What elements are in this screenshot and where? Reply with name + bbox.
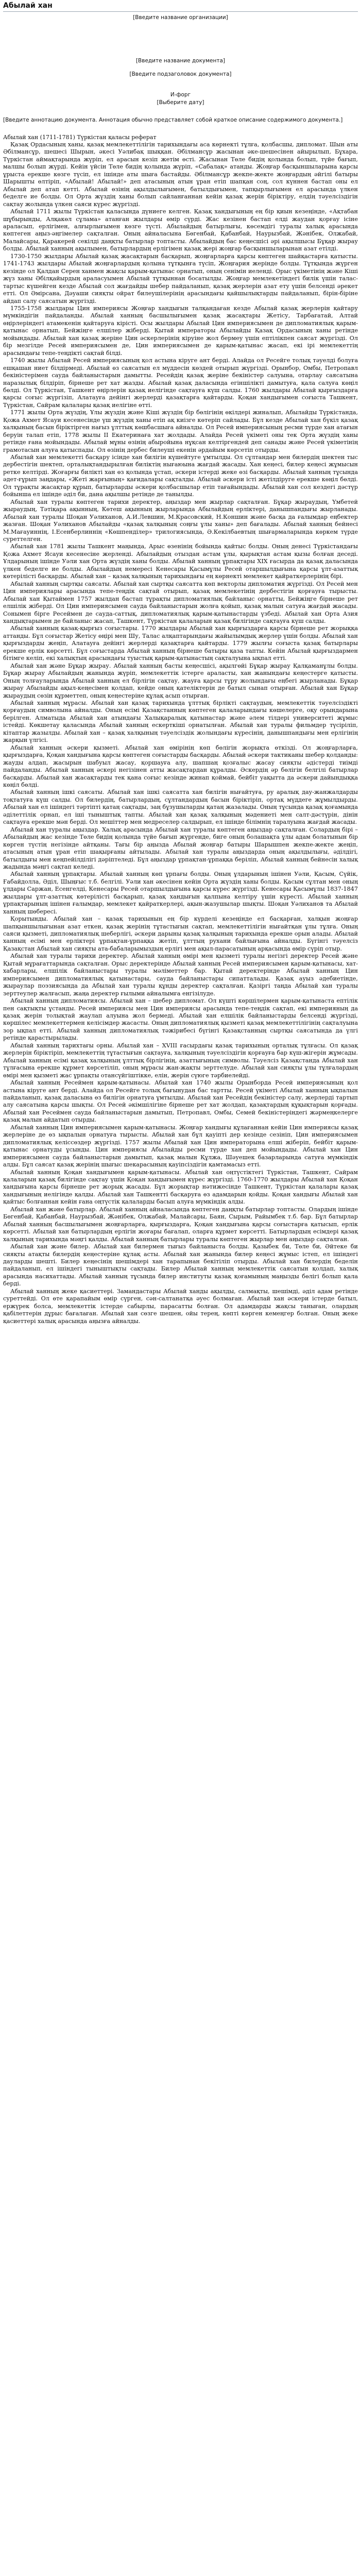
body-paragraph: Абылай ханның жеке қасиеттері. Замандастары Абылай ханды ақылды, салмақты, шешімді, әділ адам ретінде суреттейді. Ол өте қарапайым өмір сүрген, сән-салтанатқа әуес болмаған. Абылай хан әскери істерде батыл, ержүрек болса, мемлекеттік істерде сабырлы, парасатты болған. Ол адамдарды жақсы таныған, олардың қабілеттерін дұрыс бағалаған. Абылай хан сөзге шешен, ойы терең, көпті көрген кемеңгер болған. Оның жеке қасиеттері халық арасында аңызға айналды. bbox=[3, 1287, 358, 1325]
body-paragraph: Абылай ханның дипломатиясы. Абылай хан – шебер дипломат. Ол күшті көршілермен қарым-қатынаста ептілік пен сақтықты ұстанды. Ресей империясы мен Цин империясы арасында тепе-теңдік сақтап, екі империяның да қазақ жерін толықтай жаулап алуына жол бермеді. Абылай хан елшілік байланыстарды белсенді жүргізді, көршілес мемлекеттермен келісімдер жасасты. Оның дипломатиялық қызметі қазақ мемлекеттілігінің сақталуына зор ықпал етті. Абылай ханның дипломатиялық тәжірибесі бүгінгі Қазақстанның сыртқы саясатында да үлгі ретінде қарастырылады. bbox=[3, 997, 358, 1042]
body-paragraph: Абылай хан туралы тарихи деректер. Абылай ханның өмірі мен қызметі туралы негізгі деректер Ресей және Қытай мұрағаттарында сақталған. Орыс деректерінде Абылай ханның Ресей империясымен қарым-қатынасы, хат-хабарлары, елшілік байланыстары туралы мәліметтер бар. Қытай деректерінде Абылай ханның Цин империясымен дипломатиялық қатынастары, сауда байланыстары сипатталады. Қазақ ауыз әдебиетінде, жыраулар поэзиясында да Абылай хан туралы құнды деректер сақталған. Қазіргі таңда Абылай хан туралы зерттеулер жалғасып, жаңа деректер ғылыми айналымға енгізілуде. bbox=[3, 953, 358, 997]
body-paragraph: Абылай хан және билер. Абылай хан билермен тығыз байланыста болды. Қазыбек би, Төле би, Әйтеке би сияқты атақты билердің кеңестеріне құлақ асты. Абылай хан жанында билер кеңесі жұмыс істеп, ел ішіндегі дауларды шешті. Билер кеңесінің шешімдері хан тарапынан бекітіліп отырды. Абылай хан билердің беделін пайдаланып, ел ішіндегі тыныштықты сақтады. Билер Абылай ханның мемлекеттік саясатын қолдап, халық арасында насихаттады. Абылай ханның тұсында билер институты қазақ қоғамының маңызды бөлігі болып қала берді. bbox=[3, 1243, 358, 1287]
document-subtitle-placeholder[interactable]: [Введите подзаголовок документа] bbox=[129, 71, 232, 77]
body-paragraph: Қорытынды. Абылай хан – қазақ тарихының ең бір күрделі кезеңінде ел басқарған, халқын жоңғар шапқыншылығынан азат еткен, қазақ жерінің тұтастығын сақтап, мемлекеттілігін нығайтқан ұлы тұлға. Оның саяси қызметі, дипломатиялық шеберлігі, әскери дарыны қазақ халқының тарихында ерекше орын алады. Абылай ханның есімі мен ерліктері ұрпақтан-ұрпаққа жетіп, ұлттың рухани байлығына айналды. Бүгінгі тәуелсіз Қазақстан Абылай хан сияқты ата-бабаларымыздың ерлігі мен ақыл-парасатының арқасында өмір сүріп отыр. bbox=[3, 916, 358, 952]
body-paragraph: Абылай ханның сыртқы саясаты. Абылай хан сыртқы саясатта көп векторлы дипломатия жүргізді. Ол Ресей мен Цин империялары арасында тепе-теңдік сақтай отырып, қазақ мемлекетінің дербестігін қорғауға тырысты. Абылай хан Қытаймен 1757 жылдан бастап тұрақты дипломатиялық байланыс орнатты, Бейжіңге бірнеше рет елшілік жіберді. Ол Цин империясымен сауда байланыстарын жолға қойып, қазақ малын сатуға жағдай жасады. Сонымен бірге Ресеймен де сауда-саттық, дипломатиялық қарым-қатынастарды үзбеді. Абылай хан Орта Азия хандықтарымен де байланыс жасап, Ташкент, Түркістан қалаларын қазақ билігінде сақтауға күш салды. bbox=[3, 580, 358, 624]
body-paragraph: Абылай ханның қазақ-қырғыз соғыстары. 1770 жылдары Абылай хан қырғыздарға қарсы бірнеше рет жорыққа аттанды. Бұл соғыстар Жетісу өңірі мен Шу, Талас алқаптарындағы жайылымдық жерлер үшін болды. Абылай хан қырғыздарды жеңіп, Алатауға дейінгі жерлерді қазақтарға қайтарды. 1779 жылғы соғыста қазақ батырлары ерекше ерлік көрсетті. Бұл соғыстарда Абылай ханның бірнеше батыры қаза тапты. Кейін Абылай қырғыздармен бітімге келіп, екі халықтың арасындағы туыстық қарым-қатынастың сақталуына ықпал етті. bbox=[3, 625, 358, 662]
body-paragraph: 1740 жылы Абылай Ресей империясының қол астына кіруге ант берді. Алайда ол Ресейге толық тәуелді болуға ешқашан ниет білдірмеді. Абылай өз саясатын ел мүддесін көздей отырып жүргізді. Орынбор, Омбы, Петропавл бекіністерімен сауда байланыстарын дамытты. Ресейдің қазақ жеріне бекіністер салуына, отарлау саясатына наразылық білдіріп, бірнеше рет хат жазды. Абылай қазақ даласында егіншілікті дамытуға, қала салуға көңіл бөлді. Ол Түркістан, Ташкент өңірлерін қазақ иелігінде сақтауға күш салды. 1760 жылдары Абылай қырғыздарға қарсы соғыс жүргізіп, Алатауға дейінгі жерлерді қазақтарға қайтарды. Қоқан хандығымен соғыста Ташкент, Түркістан, Сайрам қалалары қазақ иелігіне өтті. bbox=[3, 357, 358, 409]
document-page bbox=[0, 1, 361, 2576]
body-paragraph: Абылай хан және Бұқар жырау. Абылай ханның басты кеңесшісі, ақылгөйі Бұқар жырау Қалқаманұлы болды. Бұқар жырау Абылайдың жанында жүріп, мемлекеттік істерге араласты, хан жанындағы кеңестерге қатысты. Оның толғауларында Абылай ханның ел бірлігін сақтау, жауға қарсы тұру жолындағы еңбегі жырланады. Бұқар жырау Абылайды ақыл-кеңесімен қолдап, кейде оның қателіктерін де батыл сынап отырған. Абылай хан Бұқар жыраудың сөзін құрметтеп, оның кеңестеріне құлақ асып отырған. bbox=[3, 662, 358, 699]
body-paragraph: 1730-1750 жылдары Абылай қазақ жасақтарын басқарып, жоңғарларға қарсы көптеген шайқастарға қатысты. 1741-1743 жылдары Абылай жоңғарлардың қолына тұтқынға түсіп, Жоңғария жерінде болды. Тұтқында жүрген кезінде ол Қалдан Серен ханмен жақсы қарым-қатынас орнатып, оның сенімін иеленді. Орыс үкіметінің және Кіші жүз ханы Әбілқайырдың араласуымен Абылай тұтқыннан босатылды. Жоңғар мемлекетіндегі билік үшін талас-тартыс күшейген кезде Абылай сол жағдайды шебер пайдаланып, қазақ жерлерін азат ету үшін белсенді әрекет етті. Ол Әмірсана, Дәуаши сияқты ойрат билеушілерінің арасындағы қайшылықтарды пайдаланып, бірін-біріне айдап салу саясатын жүргізді. bbox=[3, 252, 358, 304]
body-paragraph: Абылай ханның ұрпақтары. Абылай ханның көп ұрпағы болды. Оның ұлдарының ішінен Уәли, Қасым, Сүйік, Ғабайдолла, Әділ, Шыңғыс т.б. белгілі. Уәли хан әкесінен кейін Орта жүздің ханы болды. Қасым сұлтан мен оның ұлдары Саржан, Есенгелді, Кенесары Ресей отаршылдығына қарсы күрес жүргізді. Кенесары Қасымұлы 1837-1847 жылдары ұлт-азаттық көтерілісті басқарып, қазақ хандығын қалпына келтіру үшін күресті. Абылай ханның ұрпақтарының ішінен ғалымдар, мемлекет қайраткерлері, ақын-жазушылар шықты. Шоқан Уәлиханов та Абылай ханның шөбересі. bbox=[3, 871, 358, 915]
body-paragraph: Абылай хан және батырлар. Абылай ханның айналасында көптеген даңқты батырлар топтасты. Олардың ішінде Бөгенбай, Қабанбай, Наурызбай, Жәнібек, Олжабай, Малайсары, Баян, Сырым, Райымбек т.б. бар. Бұл батырлар Абылай ханның басшылығымен жоңғарларға, қырғыздарға, Қоқан хандығына қарсы соғыстарға қатысып, ерлік көрсетті. Абылай хан батырлардың ерлігін жоғары бағалап, оларға құрмет көрсетті. Батырлардың есімдері қазақ халқының тарихында мәңгі қалды. Абылай ханның батырлары туралы көптеген жырлар мен аңыздар сақталған. bbox=[3, 1206, 358, 1243]
date-picker-placeholder[interactable]: [Выберите дату] bbox=[157, 99, 204, 106]
title-divider bbox=[3, 11, 358, 12]
body-paragraph: Абылай хан мемлекетті басқару ісінде хан билігін күшейтуге ұмтылды. Ол сұлтандар мен билердің шектен тыс дербестігін шектеп, орталықтандырылған биліктің нығаюына жағдай жасады. Хан кеңесі, билер кеңесі жұмысын ретке келтірді. Жоғарғы билікті хан өз қолында ұстап, әскери істерді жеке өзі басқарды. Абылай ханның тұсында әдет-ғұрып заңдары, «Жеті жарғының» қағидалары сақталды. Абылай әскери істі жетілдіруге ерекше көңіл бөлді. Ол тұрақты жасақтар құрып, батырларды әскери қолбасшылар етіп тағайындады. Абылай хан сол кездегі дәстүр бойынша ел ішінде әділ би, дана ақылшы ретінде де танылды. bbox=[3, 454, 358, 498]
author-name[interactable]: И-форг bbox=[170, 92, 191, 98]
body-paragraph: Абылай ханның ішкі саясаты. Абылай хан ішкі саясатта хан билігін нығайтуға, ру аралық дау-жанжалдарды тоқтатуға күш салды. Ол билердің, батырлардың, сұлтандардың басын біріктіріп, ортақ мүддеге жұмылдырды. Абылай хан ел ішіндегі тәртіпті қатаң сақтады, заң бұзушыларды қатаң жазалады. Оның тұсында қазақ қоғамында әділеттілік орнап, ел іші тыныштық тапты. Абылай хан қазақ халқының мәдениеті мен салт-дәстүрін, дінін сақтауға ерекше мән берді. Ол мешіттер мен медреселер салдырып, ел ішінде білімнің таралуына жағдай жасады. bbox=[3, 789, 358, 826]
body-paragraph: Абылай ханның әскери қызметі. Абылай хан өмірінің көп бөлігін жорықта өткізді. Ол жоңғарларға, қырғыздарға, Қоқан хандығына қарсы көптеген соғыстарды басқарды. Абылай әскери тактиканы шебер қолданды: жауды алдап, жасырын шабуыл жасау, қоршауға алу, шапшаң қозғалыс жасау сияқты әдістерді тиімді пайдаланды. Абылай ханның әскері негізінен атты жасақтардан құралды. Әскердің әр бөлігін белгілі батырлар басқарды. Абылай хан жасақтарды тек қана соғыс кезінде жинап қоймай, бейбіт уақытта да әскери дайындыққа көңіл бөлді. bbox=[3, 744, 358, 788]
body-paragraph: Абылай ханның Қоқан хандығымен қарым-қатынасы. Абылай хан оңтүстіктегі Түркістан, Ташкент, Сайрам қалаларын қазақ билігінде сақтау үшін Қоқан хандығымен күрес жүргізді. 1760-1770 жылдары Абылай хан Қоқан хандығына қарсы бірнеше рет жорық жасады. Бұл жорықтар нәтижесінде Ташкент, Түркістан қалалары қазақ хандығының иелігінде қалды. Абылай хан Ташкентті басқаруға өз адамдарын қойды. Қоқан хандығы Абылай хан қайтыс болғаннан кейін ғана оңтүстік қалаларды басып алуға мүмкіндік алды. bbox=[3, 1168, 358, 1206]
body-paragraph: Абылай хан туралы аңыздар. Халық арасында Абылай хан туралы көптеген аңыздар сақталған. Солардың бірі – Абылайдың жас кезінде Төле бидің қолында түйе бағып жүргенде, биге оның болашақта ұлы адам болатынын бір көрген түстің негізінде айтқаны. Тағы бір аңызда Абылай жоңғар батыры Шарышпен жекпе-жекте жеңіп, атасының атын ұран етіп шақырғаны айтылады. Абылай хан туралы аңыздарда оның ақылдылығы, әділдігі, батылдығы мен кеңпейілділігі дәріптеледі. Бұл аңыздар ұрпақтан-ұрпаққа беріліп, Абылай ханның бейнесін халық жадында мәңгі сақтап келеді. bbox=[3, 826, 358, 870]
body-paragraph: Абылай ханның тарихтағы орны. Абылай хан – ХVІІІ ғасырдағы қазақ тарихының орталық тұлғасы. Ол қазақ жерлерін біріктіріп, мемлекеттің тұтастығын сақтауға, халқының тәуелсіздігін қорғауға бар күш-жігерін жұмсады. Абылай ханның есімі қазақ халқының ұлттық бірлігінің, азаттығының символы. Тәуелсіз Қазақстанда Абылай хан тұлғасына ерекше құрмет көрсетіліп, оның мұрасы жан-жақты зерттелуде. Абылай хан сияқты ұлы тұлғалардың өмірі мен қызметі жас ұрпақты отансүйгіштікке, елін, жерін сүюге тәрбиелейді. bbox=[3, 1042, 358, 1079]
body-paragraph: Абылай ханның Цин империясымен қарым-қатынасы. Жоңғар хандығы құлағаннан кейін Цин империясы қазақ жерлеріне де өз ықпалын орнатуға тырысты. Абылай хан бұл қауіпті дер кезінде сезініп, Цин империясымен дипломатиялық келіссөздер жүргізді. 1757 жылы Абылай хан Цин императорына елші жіберіп, бейбіт қарым-қатынас орнатуды ұсынды. Цин империясы Абылайды ресми түрде хан деп мойындады. Абылай хан Цин империясымен сауда байланыстарын дамытып, қазақ малын Құлжа, Шәуешек базарларында сатуға мүмкіндік алды. Бұл саясат қазақ жерінің шығыс шекарасының қауіпсіздігін қамтамасыз етті. bbox=[3, 1124, 358, 1168]
document-title-placeholder[interactable]: [Введите название документа] bbox=[135, 58, 226, 64]
document-topic: Абылай хан (1711-1781) Түркістан қаласы реферат bbox=[3, 134, 157, 141]
body-paragraph: Қазақ Ордасының ханы, қазақ мемлекеттілігін тарихындағы аса көрнекті тұлға, қолбасшы, дипломат. Шын аты Әбілмансұр, шешесі Шырын, әкесі Уәлибақ шыққан. Әбілмансұр жасынан әке-шешесінен айырылып, Бұхара, Түркістан аймақтарында жүріп, ел арасын кезіп жетім өсті. Жасынан Төле бидің қолында болып, түйе бағып, малшы болып жүрді. Кейін үйсін Төле бидің қолында жүріп, «Сабалақ» атанды. Жоңғар басқыншыларына қарсы ұрыста ерекше көзге түсіп, ел ішінде аты шыға бастайды. Әбілмансұр жекпе-жекте жоңғардың әйгілі батыры Шарышты өлтіріп, «Абылай! Абылай!» деп атасының атын ұран етіп шапқан соң, сол күннен бастап оны ел Абылай деп атап кетті. Абылай өзінің ақылдылығымен, батылдығымен, тапқырлығымен ел арасында үлкен беделге ие болды. Ол Орта жүздің ханы болып сайланғаннан кейін қазақ жерін біріктіру, елдің тәуелсіздігін сақтау жолында үлкен саяси күрес жүргізді. bbox=[3, 141, 358, 208]
body-paragraph: Абылай хан туралы көптеген тарихи деректер, аңыздар мен жырлар сақталған. Бұқар жыраудың, Үмбетей жыраудың, Тәтіқара ақынның, Көтеш ақынның жырларында Абылайдың ерліктері, данышпандығы жырланады. Абылай хан туралы Шоқан Уәлиханов, А.И.Левшин, М.Красовский, Н.Коншин және басқа да ғалымдар еңбектер жазған. Шоқан Уәлиханов Абылайды «қазақ халқының соңғы ұлы ханы» деп бағалады. Абылай ханның бейнесі М.Мағауиннің, І.Есенберлиннің «Көшпенділер» трилогиясында, Ә.Кекілбаевтың шығармаларында көркем түрде суреттелген. bbox=[3, 498, 358, 543]
body-paragraph: Абылай 1711 жылы Түркістан қаласында дүниеге келген. Қазақ хандығының ең бір қиын кезеңінде, «Ақтабан шұбырынды, Алқакөл сұлама» атанған жылдары өмір сүрді. Жас кезінен бастап елді жаудан қорғау ісіне араласып, ерлігімен, алғырлығымен көзге түсті. Абылайдың батырлығы, көсемдігі туралы халық арасында көптеген аңыз-әңгімелер сақталған. Оның айналасына Бөгенбай, Қабанбай, Наурызбай, Жәнібек, Олжабай, Малайсары, Қаракерей секілді даңқты батырлар топтасты. Абылайдың бас кеңесшісі әрі ақылшысы Бұқар жырау болды. Абылай ханның ақылымен, батырлардың ерлігімен қазақ жері жоңғар басқыншыларынан азат етілді. bbox=[3, 208, 358, 252]
abstract-placeholder[interactable]: [Введите аннотацию документа. Аннотация обычно представляет собой краткое описание содержимого документа.] bbox=[3, 117, 343, 123]
body-paragraph: Абылай ханның Ресеймен қарым-қатынасы. Абылай хан 1740 жылы Орынборда Ресей империясының қол астына кіруге ант берді. Алайда ол Ресейге толық бағынудан бас тартты. Ресей үкіметі Абылай ханның ықпалын пайдаланып, қазақ даласына өз билігін орнатуға ұмтылды. Абылай хан Ресейдің бекіністер салу, жерлерді тартып алу саясатына қарсы шықты. Ол Ресей әкімшілігіне бірнеше рет хат жолдап, қазақтардың құқықтарын қорғады. Абылай хан Ресеймен сауда байланыстарын дамытып, Петропавл, Омбы, Семей бекіністеріндегі жәрмеңкелерге қазақ малын айдатып отырды. bbox=[3, 1079, 358, 1124]
body-paragraph: Абылай ханның мұрасы. Абылай хан қазақ тарихында ұлттық бірлікті сақтаудың, мемлекеттік тәуелсіздікті қорғаудың символына айналды. Оның есімі Қазақстанның көптеген қалаларындағы көшелерге, оқу орындарына берілген. Алматыда Абылай хан атындағы Халықаралық қатынастар және әлем тілдері университеті жұмыс істейді. Көкшетау қаласында Абылай ханның ескерткіші орнатылған. Абылай хан туралы фильмдер түсіріліп, кітаптар жазылды. Абылай хан – қазақ халқының тәуелсіздік жолындағы күресінің, данышпандығы мен ерлігінің жарқын үлгісі. bbox=[3, 699, 358, 744]
body-paragraph: 1755-1758 жылдары Цин империясы Жоңғар хандығын талқандаған кезде Абылай қазақ жерлерін қайтару мүмкіндігін пайдаланды. Абылай ханның басшылығымен қазақ жасақтары Жетісу, Тарбағатай, Алтай өңірлеріндегі атамекенін қайтаруға кірісті. Осы жылдары Абылай Цин империясымен де дипломатиялық қарым-қатынас орнатып, Бейжіңге елшілер жіберді. Қытай императоры Абылайды Қазақ Ордасының ханы ретінде мойындады. Абылай хан қазақ жеріне Цин әскерлерінің кіруіне жол бермеу үшін ептілікпен саясат жүргізді. Ол бір мезгілде Ресей империясымен де, Цин империясымен де қарым-қатынас жасап, екі ірі мемлекеттің арасындағы тепе-теңдікті сақтай білді. bbox=[3, 304, 358, 357]
organization-placeholder[interactable]: [Введите название организации] bbox=[133, 14, 228, 21]
body-paragraph: Абылай хан 1781 жылы Ташкент маңында, Арыс өзенінің бойында қайтыс болды. Оның денесі Түркістандағы Қожа Ахмет Ясауи кесенесіне жерленді. Абылайдың отыздан астам ұлы, қырықтан астам қызы болған деседі. Ұлдарының ішінде Уәли хан Орта жүздің ханы болды. Абылай ханның ұрпақтары ХІХ ғасырда да қазақ даласында үлкен беделге ие болды. Абылайдың немересі Кенесары Қасымұлы Ресей отаршылдығына қарсы ұлт-азаттық көтерілісті басқарды. Абылай хан – қазақ халқының тарихындағы ең көрнекті мемлекет қайраткерлерінің бірі. bbox=[3, 543, 358, 580]
document-body bbox=[3, 141, 358, 1325]
body-paragraph: 1771 жылы Орта жүздің, Ұлы жүздің және Кіші жүздің бір бөлігінің өкілдері жиналып, Абылайды Түркістанда, Қожа Ахмет Ясауи кесенесінде үш жүздің ханы етіп ақ киізге көтеріп сайлады. Бұл кезде Абылай хан бүкіл қазақ халқының басын біріктірген нағыз ұлттық көшбасшыға айналды. Ол Ресей империясының ресми түрде хан атағын беруін талап етіп, 1778 жылы II Екатеринаға хат жолдады. Алайда Ресей үкіметі оны тек Орта жүздің ханы ретінде ғана мойындады. Абылай мұны өзінің абыройына нұқсан келтіргендей деп санады және Ресей үкіметінің грамотасын алуға қатыспады. Ол өзінің дербес билеуші екенін әрдайым көрсетіп отырды. bbox=[3, 409, 358, 453]
page-title: Абылай хан bbox=[3, 2, 53, 10]
